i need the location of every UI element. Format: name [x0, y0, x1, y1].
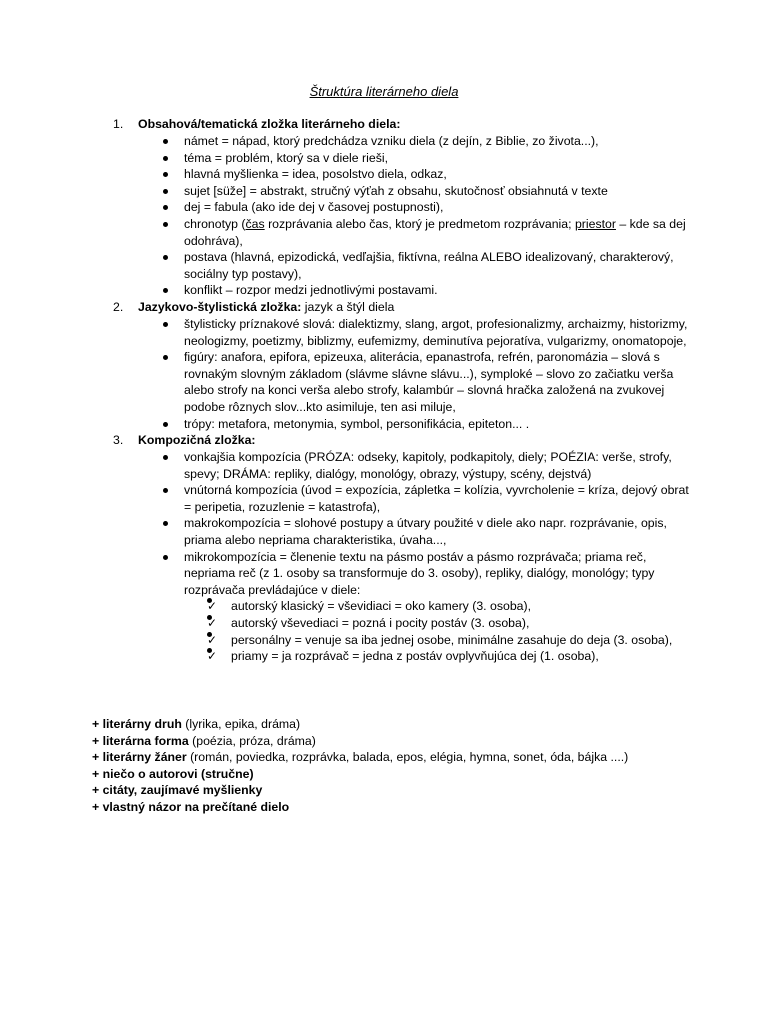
- extra-label: + vlastný názor na prečítané dielo: [92, 799, 290, 814]
- bullet-item: [0, 549, 768, 599]
- outline-section: [0, 299, 768, 432]
- extra-detail: (lyrika, epika, dráma): [181, 717, 301, 731]
- outline-section: [0, 432, 768, 665]
- check-list: [0, 598, 768, 664]
- underlined-term: čas: [245, 216, 265, 231]
- bullet-item: [0, 416, 768, 433]
- section-subtitle: jazyk a štýl diela: [301, 299, 395, 314]
- item-text: chronotyp (: [184, 216, 246, 231]
- extra-item: [92, 782, 752, 799]
- bullet-item: [0, 316, 768, 349]
- extra-label: + literárny druh: [92, 717, 182, 731]
- item-text: makrokompozícia = slohové postupy a útvary použité v diele ako napr. rozprávanie, opis, priama alebo nepriama charakteristika, úvaha...,: [184, 516, 667, 548]
- bullet-list: [0, 316, 768, 432]
- item-text: hlavná myšlienka = idea, posolstvo diela, odkaz,: [184, 167, 447, 182]
- extra-item: [92, 749, 752, 766]
- bullet-item: [0, 150, 768, 167]
- item-text: trópy: metafora, metonymia, symbol, personifikácia, epiteton... .: [184, 416, 530, 431]
- bullet-item: [0, 166, 768, 183]
- bullet-item: [0, 515, 768, 548]
- item-text: dej = fabula (ako ide dej v časovej postupnosti),: [184, 200, 444, 215]
- section-heading: [0, 432, 768, 449]
- item-text: sujet [süže] = abstrakt, stručný výťah z obsahu, skutočnosť obsiahnutá v texte: [184, 183, 608, 198]
- check-item: ✓ autorský vševediaci = pozná i pocity postáv (3. osoba),: [0, 615, 768, 632]
- item-text: mikrokompozícia = členenie textu na pásmo postáv a pásmo rozprávača; priama reč, nepriama reč (z 1. osoby sa transformuje do 3. osoby), repliky, dialógy, monológy; typy rozprávača prevládajúce v diele:: [184, 549, 655, 597]
- extra-item: [92, 733, 752, 750]
- extra-item: [92, 799, 752, 816]
- section-heading: [0, 116, 768, 133]
- bullet-item: [0, 133, 768, 150]
- bullet-item: [0, 199, 768, 216]
- extra-label: + literárna forma: [92, 733, 189, 748]
- extra-label: + niečo o autorovi (stručne): [92, 766, 254, 781]
- document-title: Štruktúra literárneho diela: [309, 84, 459, 99]
- check-item: ✓ autorský klasický = vševidiaci = oko kamery (3. osoba),: [0, 598, 768, 615]
- check-item: ✓ personálny = venuje sa iba jednej osobe, minimálne zasahuje do deja (3. osoba),: [0, 632, 768, 649]
- extra-detail: (román, poviedka, rozprávka, balada, epos, elégia, hymna, sonet, óda, bájka ....): [186, 750, 629, 765]
- section-title: Jazykovo-štylistická zložka:: [138, 299, 302, 314]
- extra-label: + literárny žáner: [92, 750, 187, 765]
- item-text: konflikt – rozpor medzi jednotlivými postavami.: [184, 283, 438, 298]
- section-title: Kompozičná zložka:: [138, 433, 256, 448]
- extra-item: [92, 716, 752, 733]
- underlined-term: priestor: [574, 216, 616, 231]
- extra-label: + citáty, zaujímavé myšlienky: [92, 783, 263, 798]
- section-title: Obsahová/tematická zložka literárneho diela:: [138, 117, 401, 131]
- item-text: postava (hlavná, epizodická, vedľajšia, fiktívna, reálna ALEBO idealizovaný, charakterový, sociálny typ postavy),: [184, 250, 674, 281]
- item-text: námet = nápad, ktorý predchádza vzniku diela (z dejín, z Biblie, zo života...),: [184, 134, 599, 148]
- item-text: – kde sa dej odohráva),: [184, 216, 686, 248]
- bullet-item: [0, 216, 768, 249]
- bullet-item: [0, 482, 768, 515]
- section-number: 3.: [113, 433, 124, 448]
- bullet-item: [0, 249, 768, 282]
- bullet-item: [0, 349, 768, 415]
- section-number: 2.: [113, 299, 124, 314]
- section-number: 1.: [113, 117, 124, 131]
- item-text: vnútorná kompozícia (úvod = expozícia, zápletka = kolízia, vyvrcholenie = kríza, dejový obrat = peripetia, rozuzlenie = katastrofa),: [184, 483, 689, 514]
- extras-list: [92, 716, 752, 816]
- bullet-item: [0, 282, 768, 299]
- bullet-item: [0, 449, 768, 482]
- item-text: figúry: anafora, epifora, epizeuxa, aliterácia, epanastrofa, refrén, paronomázia – slová s rovnakým slovným základom (slávme slávne slávu...), symploké – slovo zo začiatku verša alebo strofy na konci verša alebo strofy, kalambúr – slovná hračka založená na zvukovej podobe rôznych slov...kto asimiluje, ten asi miluje,: [184, 350, 674, 414]
- bullet-list: [0, 133, 768, 299]
- outline-section: [0, 116, 768, 299]
- bullet-list: [0, 449, 768, 665]
- check-item: ✓ priamy = ja rozprávač = jedna z postáv ovplyvňujúca dej (1. osoba),: [0, 648, 768, 665]
- item-text: téma = problém, ktorý sa v diele rieši,: [184, 150, 389, 165]
- item-text: rozprávania alebo čas, ktorý je predmetom rozprávania;: [264, 216, 575, 231]
- extra-detail: (poézia, próza, dráma): [188, 733, 316, 748]
- extra-item: [92, 766, 752, 783]
- item-text: štylisticky príznakové slová: dialektizmy, slang, argot, profesionalizmy, archaizmy, historizmy, neologizmy, poetizmy, biblizmy, eufemizmy, deminutíva pejoratíva, vulgarizmy, onomatopoje,: [184, 316, 688, 348]
- bullet-item: [0, 183, 768, 200]
- item-text: vonkajšia kompozícia (PRÓZA: odseky, kapitoly, podkapitoly, diely; POÉZIA: verše, strofy, spevy; DRÁMA: repliky, dialógy, monológy, obrazy, výstupy, scény, dejstvá): [184, 450, 672, 481]
- outline: [0, 116, 768, 665]
- section-heading: [0, 299, 768, 316]
